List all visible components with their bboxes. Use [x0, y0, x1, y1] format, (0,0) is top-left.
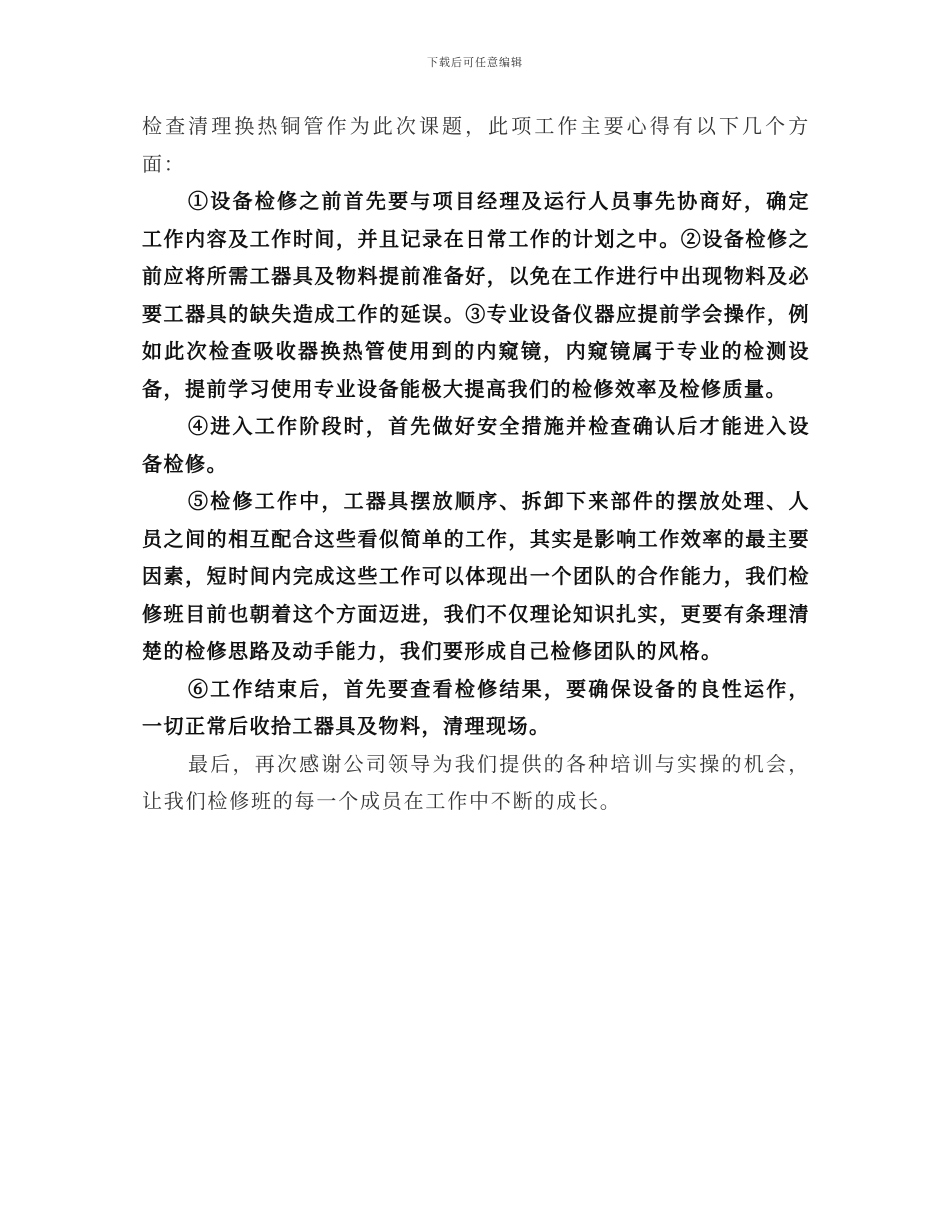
lesson-paragraph-5: ⑤检修工作中，工器具摆放顺序、拆卸下来部件的摆放处理、人员之间的相互配合这些看似简单的工作，其实是影响工作效率的最主要因素，短时间内完成这些工作可以体现出一个团队的合作能力，我们检修班目前也朝着这个方面迈进，我们不仅理论知识扎实，更要有条理清楚的检修思路及动手能力，我们要形成自己检修团队的风格。: [142, 489, 810, 663]
lesson-paragraph-4: ④进入工作阶段时，首先做好安全措施并检查确认后才能进入设备检修。: [142, 414, 810, 476]
lesson-paragraph-1-3: ①设备检修之前首先要与项目经理及运行人员事先协商好，确定工作内容及工作时间，并且记录在日常工作的计划之中。②设备检修之前应将所需工器具及物料提前准备好，以免在工作进行中出现物料及必要工器具的缺失造成工作的延误。③专业设备仪器应提前学会操作，例如此次检查吸收器换热管使用到的内窥镜，内窥镜属于专业的检测设备，提前学习使用专业设备能极大提高我们的检修效率及检修质量。: [142, 189, 810, 401]
closing-paragraph: 最后，再次感谢公司领导为我们提供的各种培训与实操的机会，让我们检修班的每一个成员在工作中不断的成长。: [142, 751, 810, 813]
lesson-paragraph-6: ⑥工作结束后，首先要查看检修结果，要确保设备的良性运作，一切正常后收拾工器具及物料，清理现场。: [142, 676, 810, 738]
intro-paragraph: 检查清理换热铜管作为此次课题，此项工作主要心得有以下几个方面：: [142, 114, 810, 176]
document-body: [142, 108, 810, 821]
page-header: 下载后可任意编辑: [427, 56, 523, 69]
